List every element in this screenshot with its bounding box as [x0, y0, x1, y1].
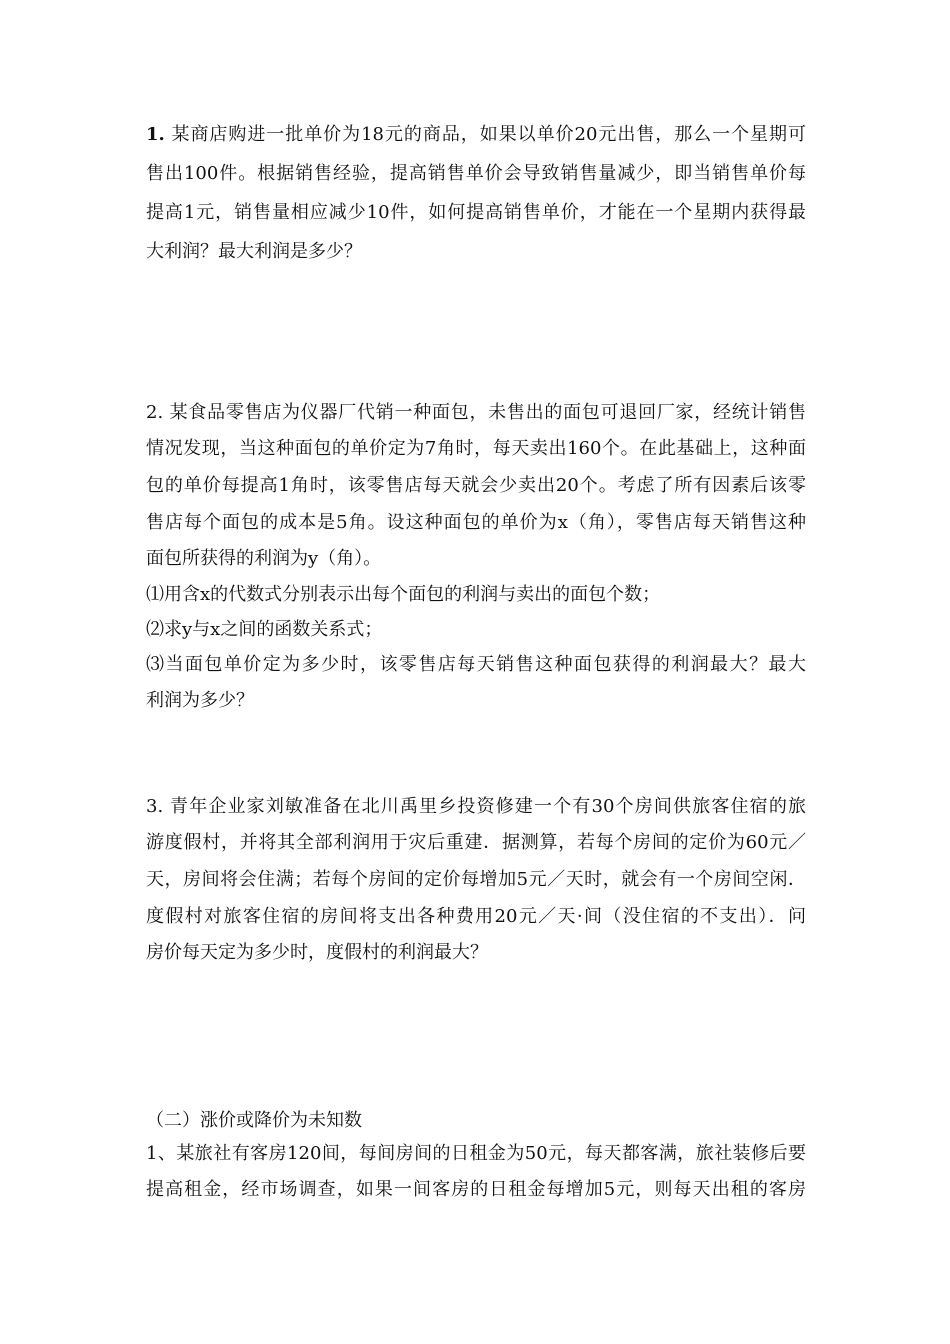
- problem-1-line-1: [146, 124, 806, 146]
- section-2-problem-1-line-1: 1、某旅社有客房120间，每间房间的日租金为50元，每天都客满，旅社装修后要: [146, 1143, 806, 1164]
- problem-2-line-4: 售店每个面包的成本是5角。设这种面包的单价为x（角），零售店每天销售这种: [146, 512, 806, 533]
- problem-2-line-1: 2. 某食品零售店为仪器厂代销一种面包，未售出的面包可退回厂家，经统计销售: [146, 402, 806, 423]
- problem-3-line-4: 度假村对旅客住宿的房间将支出各种费用20元／天·间（没住宿的不支出）．问: [146, 906, 806, 927]
- problem-2-sub-3: ⑶当面包单价定为多少时，该零售店每天销售这种面包获得的利润最大？最大: [146, 654, 806, 675]
- problem-3-line-2: 游度假村，并将其全部利润用于灾后重建．据测算，若每个房间的定价为60元／: [146, 832, 806, 853]
- problem-1-line-4: 大利润？最大利润是多少？: [146, 241, 362, 262]
- problem-2-line-5: 面包所获得的利润为y（角）。: [146, 548, 382, 569]
- problem-2-line-2: 情况发现，当这种面包的单价定为7角时，每天卖出160个。在此基础上，这种面: [146, 438, 806, 459]
- problem-1-number: 1.: [146, 124, 165, 145]
- problem-3-line-1: 3. 青年企业家刘敏准备在北川禹里乡投资修建一个有30个房间供旅客住宿的旅: [146, 796, 806, 817]
- problem-1-text-1: 某商店购进一批单价为18元的商品，如果以单价20元出售，那么一个星期可: [171, 124, 806, 145]
- problem-2-sub-3-cont: 利润为多少？: [146, 690, 254, 711]
- problem-1-line-3: 提高1元，销售量相应减少10件，如何提高销售单价，才能在一个星期内获得最: [146, 202, 806, 223]
- section-2-heading: （二）涨价或降价为未知数: [146, 1110, 362, 1131]
- problem-2-line-3: 包的单价每提高1角时，该零售店每天就会少卖出20个。考虑了所有因素后该零: [146, 475, 806, 496]
- problem-2-sub-1: ⑴用含x的代数式分别表示出每个面包的利润与卖出的面包个数；: [146, 584, 661, 605]
- problem-2-sub-2: ⑵求y与x之间的函数关系式；: [146, 619, 383, 640]
- problem-1-line-2: 售出100件。根据销售经验，提高销售单价会导致销售量减少，即当销售单价每: [146, 163, 806, 184]
- problem-3-line-3: 天，房间将会住满；若每个房间的定价每增加5元／天时，就会有一个房间空闲．: [146, 869, 806, 890]
- problem-3-line-5: 房价每天定为多少时，度假村的利润最大？: [146, 942, 488, 963]
- section-2-problem-1-line-2: 提高租金，经市场调查，如果一间客房的日租金每增加5元，则每天出租的客房: [146, 1179, 806, 1200]
